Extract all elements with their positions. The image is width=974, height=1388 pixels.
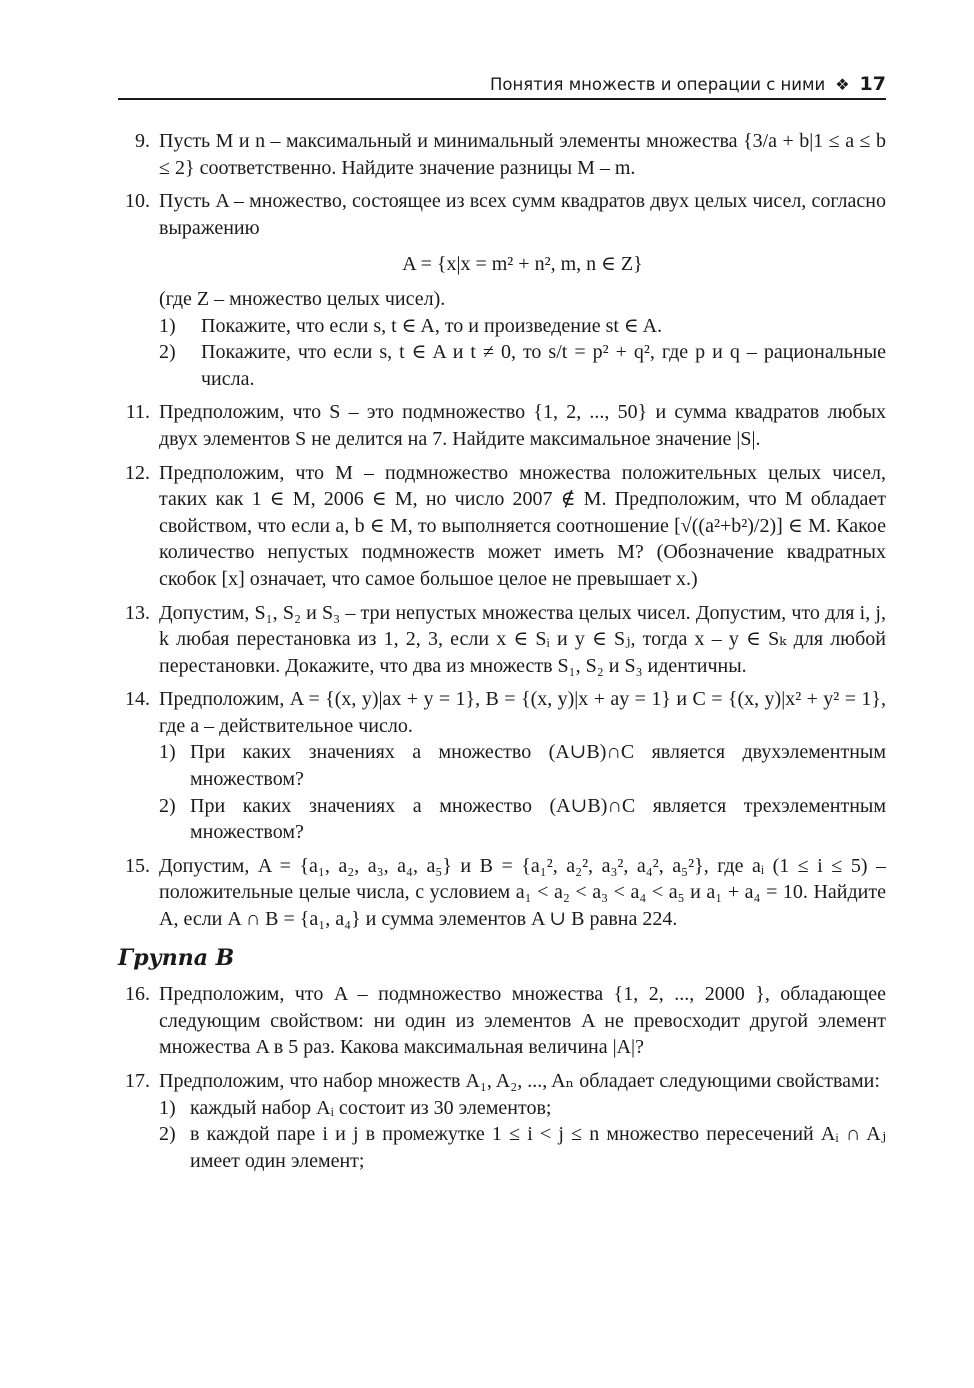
page-number: 17 (859, 73, 886, 95)
section-heading: Группа В (118, 944, 235, 971)
subproblem-text: каждый набор Aᵢ состоит из 30 элементов; (190, 1096, 552, 1119)
problem-list (118, 128, 886, 1181)
problem-text: Предположим, что набор множеств A₁, A₂, ..., Aₙ обладает следующими свойствами: (159, 1070, 880, 1092)
problem-text: Предположим, что M – подмножество множества положительных целых чисел, таких как 1 ∈ M, 2006 ∈ M, но число 2007 ∉ M. Предположим, что M обладает свойством, что если a, b ∈ M, то выполняется соотношение [√((a²+b²)/2)] ∈ M. Какое количество непустых подмножеств может иметь M? (Обозначение квадратных скобок [x] означает, что самое большое целое не превышает x.) (159, 461, 886, 590)
problem-number: 13. (125, 601, 150, 624)
header-rule (118, 98, 886, 100)
subproblem (159, 793, 886, 846)
problem-9 (118, 128, 886, 181)
problem-13 (118, 600, 886, 680)
problem-number: 10. (125, 190, 150, 213)
problem-text: Допустим, S₁, S₂ и S₃ – три непустых множества целых чисел. Допустим, что для i, j, k любая перестановка из 1, 2, 3, если x ∈ Sᵢ и y ∈ Sⱼ, тогда x – y ∈ Sₖ для любой перестановки. Докажите, что два из множеств S₁, S₂ и S₃ идентичны. (159, 601, 886, 677)
problem-number: 14. (125, 688, 150, 711)
subproblem-number: 1) (159, 314, 176, 337)
subproblem-number: 2) (159, 794, 176, 817)
subproblem (159, 739, 886, 792)
problem-text: Допустим, A = {a₁, a₂, a₃, a₄, a₅} и B = {a₁², a₂², a₃², a₄², a₅²}, где aᵢ (1 ≤ i ≤ 5) – положительные целые числа, с условием a₁ < a₂ < a₃ < a₄ < a₅ и a₁ + a₄ = 10. Найдите A, если A ∩ B = {a₁, a₄} и сумма элементов A ∪ B равна 224. (159, 854, 886, 931)
problem-number: 17. (125, 1070, 150, 1092)
problem-text: Предположим, A = {(x, y)|ax + y = 1}, B = {(x, y)|x + ay = 1} и C = {(x, y)|x² + y² = 1}, где a – действительное число. (159, 688, 886, 737)
problem-number: 9. (135, 130, 150, 152)
subproblem-text: в каждой паре i и j в промежутке 1 ≤ i < j ≤ n множество пересечений Aᵢ ∩ Aⱼ имеет один элемент; (190, 1123, 886, 1172)
subproblem-text: Покажите, что если s, t ∈ A, то и произведение st ∈ A. (201, 314, 663, 337)
problem-text: Предположим, что S – это подмножество {1, 2, ..., 50} и сумма квадратов любых двух элементов S не делится на 7. Найдите максимальное значение |S|. (159, 401, 886, 450)
problem-number: 16. (125, 983, 150, 1006)
problem-text: Предположим, что A – подмножество множества {1, 2, ..., 2000 }, обладающее следующим свойством: ни один из элементов A не превосходит другой элемент множества A в 5 раз. Какова максимальная величина |A|? (159, 983, 886, 1059)
subproblem-number: 1) (159, 741, 176, 764)
subproblem-number: 2) (159, 1123, 176, 1146)
problem-16 (118, 981, 886, 1061)
subproblem (159, 1121, 886, 1174)
problem-11 (118, 399, 886, 452)
subproblem-number: 2) (159, 341, 176, 364)
subproblem-number: 1) (159, 1096, 176, 1119)
ornament-icon: ❖ (835, 74, 850, 94)
problem-text: Пусть M и n – максимальный и минимальный элементы множества {3/a + b|1 ≤ a ≤ b ≤ 2} соответственно. Найдите значение разницы M – m. (159, 130, 886, 179)
problem-15 (118, 853, 886, 933)
subproblem-text: Покажите, что если s, t ∈ A и t ≠ 0, то s/t = p² + q², где p и q – рациональные числа. (201, 341, 886, 390)
display-formula: A = {x|x = m² + n², m, n ∈ Z} (402, 253, 643, 276)
problem-14 (118, 686, 886, 846)
problem-17 (118, 1068, 886, 1174)
problem-number: 11. (125, 401, 150, 424)
problem-number: 15. (125, 854, 150, 877)
problem-number: 12. (125, 461, 150, 484)
subproblem (159, 339, 886, 392)
running-header (118, 70, 886, 98)
problem-12 (118, 460, 886, 593)
subproblem-text: При каких значениях a множество (A∪B)∩C является трехэлементным множеством? (190, 794, 886, 844)
subproblem (159, 1095, 886, 1122)
subproblem (159, 313, 886, 340)
formula-note: (где Z – множество целых чисел). (159, 287, 446, 310)
problem-text: Пусть A – множество, состоящее из всех сумм квадратов двух целых чисел, согласно выражению (159, 190, 886, 239)
running-title: Понятия множеств и операции с ними (489, 74, 826, 94)
subproblem-text: При каких значениях a множество (A∪B)∩C является двухэлементным множеством? (190, 741, 886, 791)
problem-10 (118, 188, 886, 392)
